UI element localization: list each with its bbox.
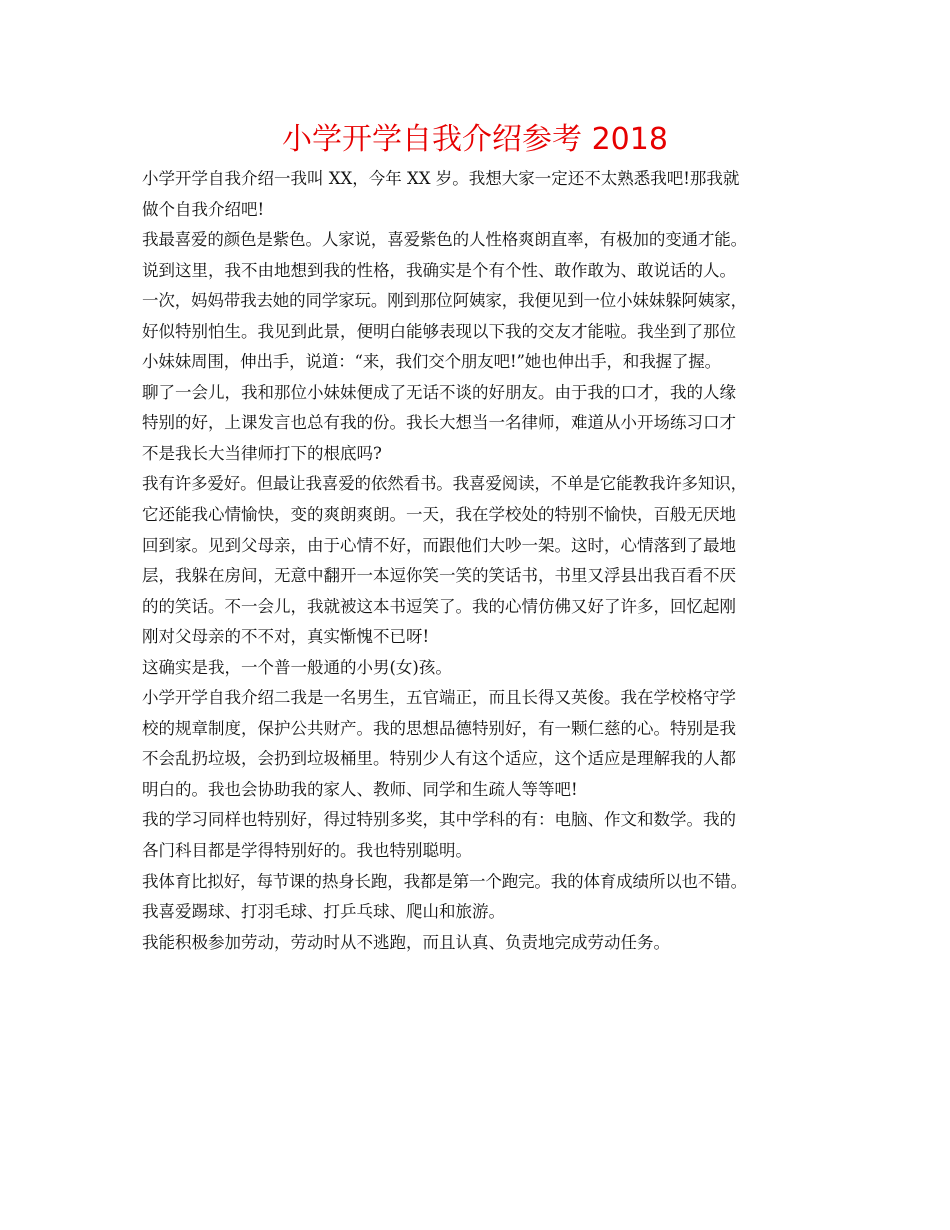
paragraph-line: 我能积极参加劳动，劳动时从不逃跑，而且认真、负责地完成劳动任务。 [142, 932, 670, 952]
paragraph-line: 特别的好，上课发言也总有我的份。我长大想当一名律师，难道从小开场练习口才 [142, 413, 736, 433]
document-body [142, 164, 832, 958]
paragraph-line: 各门科目都是学得特别好的。我也特别聪明。 [142, 841, 472, 861]
paragraph-line: 聊了一会儿，我和那位小妹妹便成了无话不谈的好朋友。由于我的口才，我的人缘 [142, 382, 736, 402]
paragraph-line: 我最喜爱的颜色是紫色。人家说，喜爱紫色的人性格爽朗直率，有极加的变通才能。 [142, 230, 747, 250]
paragraph-line: 小妹妹周围，伸出手，说道：“来，我们交个朋友吧!”她也伸出手，和我握了握。 [142, 352, 721, 372]
paragraph-line: 做个自我介绍吧! [142, 199, 265, 219]
paragraph-line: 我的学习同样也特别好，得过特别多奖，其中学科的有：电脑、作文和数学。我的 [142, 810, 736, 830]
paragraph-line: 校的规章制度，保护公共财产。我的思想品德特别好，有一颗仁慈的心。特别是我 [142, 718, 736, 738]
paragraph-line: 回到家。见到父母亲，由于心情不好，而跟他们大吵一架。这时，心情落到了最地 [142, 535, 736, 555]
paragraph-line: 说到这里，我不由地想到我的性格，我确实是个有个性、敢作敢为、敢说话的人。 [142, 260, 736, 280]
paragraph-line: 明白的。我也会协助我的家人、教师、同学和生疏人等等吧! [142, 779, 578, 799]
paragraph-line: 刚对父母亲的不不对，真实惭愧不已呀! [142, 627, 430, 647]
paragraph-line: 我体育比拟好，每节课的热身长跑，我都是第一个跑完。我的体育成绩所以也不错。 [142, 871, 747, 891]
paragraph-line: 小学开学自我介绍一我叫 XX，今年 XX 岁。我想大家一定还不太熟悉我吧!那我就 [142, 169, 740, 188]
paragraph-line: 一次，妈妈带我去她的同学家玩。刚到那位阿姨家，我便见到一位小妹妹躲阿姨家， [142, 291, 747, 311]
paragraph-line: 不会乱扔垃圾，会扔到垃圾桶里。特别少人有这个适应，这个适应是理解我的人都 [142, 749, 736, 769]
paragraph-line: 我喜爱踢球、打羽毛球、打乒乓球、爬山和旅游。 [142, 902, 505, 922]
paragraph-line: 我有许多爱好。但最让我喜爱的依然看书。我喜爱阅读，不单是它能教我许多知识， [142, 474, 747, 494]
paragraph-line: 它还能我心情愉快，变的爽朗爽朗。一天，我在学校处的特别不愉快，百般无厌地 [142, 505, 736, 525]
paragraph-line: 小学开学自我介绍二我是一名男生，五官端正，而且长得又英俊。我在学校格守学 [142, 688, 736, 708]
document-title: 小学开学自我介绍参考 2018 [282, 122, 668, 157]
paragraph-line: 不是我长大当律师打下的根底吗? [142, 443, 382, 463]
paragraph-line: 层，我躲在房间，无意中翻开一本逗你笑一笑的笑话书，书里又浮县出我百看不厌 [142, 566, 736, 586]
paragraph-line: 这确实是我，一个普一般通的小男(女)孩。 [142, 657, 452, 677]
paragraph-line: 的的笑话。不一会儿，我就被这本书逗笑了。我的心情仿佛又好了许多，回忆起刚 [142, 596, 736, 616]
paragraph-line: 好似特别怕生。我见到此景，便明白能够表现以下我的交友才能啦。我坐到了那位 [142, 321, 736, 341]
